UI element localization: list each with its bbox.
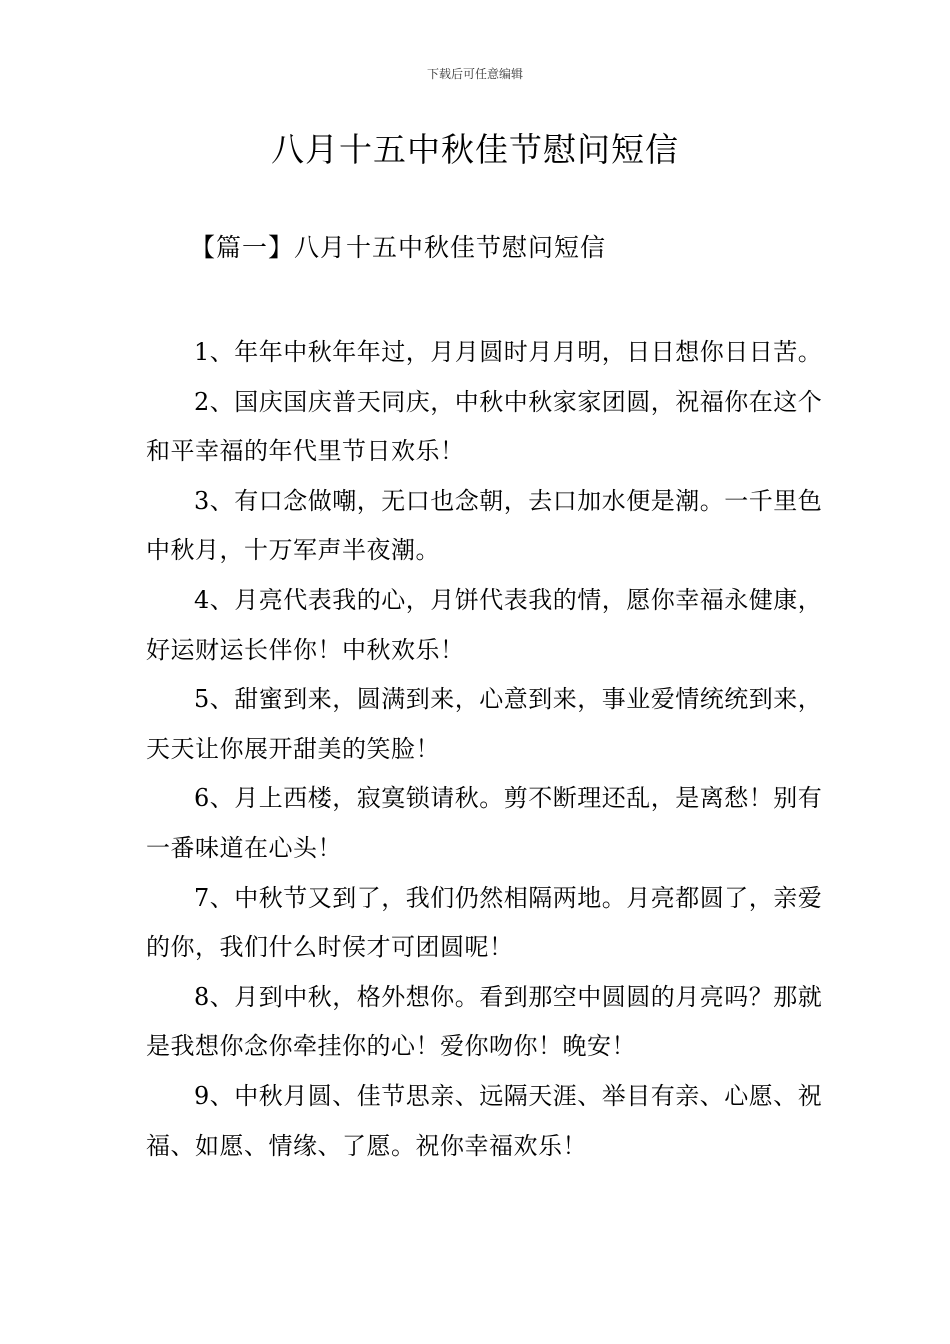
- message-item-2: 2、国庆国庆普天同庆，中秋中秋家家团圆，祝福你在这个和平幸福的年代里节日欢乐！: [146, 387, 823, 466]
- message-item-1: 1、年年中秋年年过，月月圆时月月明，日日想你日日苦。: [194, 338, 823, 366]
- section-heading: 【篇一】八月十五中秋佳节慰问短信: [190, 233, 607, 262]
- header-note: 下载后可任意编辑: [426, 67, 523, 81]
- message-item-6: 6、月上西楼，寂寞锁请秋。剪不断理还乱，是离愁！别有一番味道在心头！: [146, 784, 823, 862]
- message-item-9: 9、中秋月圆、佳节思亲、远隔天涯、举目有亲、心愿、祝福、如愿、情缘、了愿。祝你幸福欢乐！: [146, 1081, 823, 1160]
- document-title: 八月十五中秋佳节慰问短信: [271, 130, 679, 169]
- message-list: [146, 328, 826, 1171]
- message-item-7: 7、中秋节又到了，我们仍然相隔两地。月亮都圆了，亲爱的你，我们什么时侯才可团圆呢！: [146, 883, 823, 962]
- message-item-5: 5、甜蜜到来，圆满到来，心意到来，事业爱情统统到来，天天让你展开甜美的笑脸！: [146, 685, 823, 763]
- message-item-4: 4、月亮代表我的心，月饼代表我的情，愿你幸福永健康，好运财运长伴你！中秋欢乐！: [146, 585, 823, 664]
- message-item-3: 3、有口念做嘲，无口也念朝，去口加水便是潮。一千里色中秋月，十万军声半夜潮。: [146, 486, 823, 565]
- message-item-8: 8、月到中秋，格外想你。看到那空中圆圆的月亮吗？那就是我想你念你牵挂你的心！爱你吻你！晚安！: [146, 982, 823, 1061]
